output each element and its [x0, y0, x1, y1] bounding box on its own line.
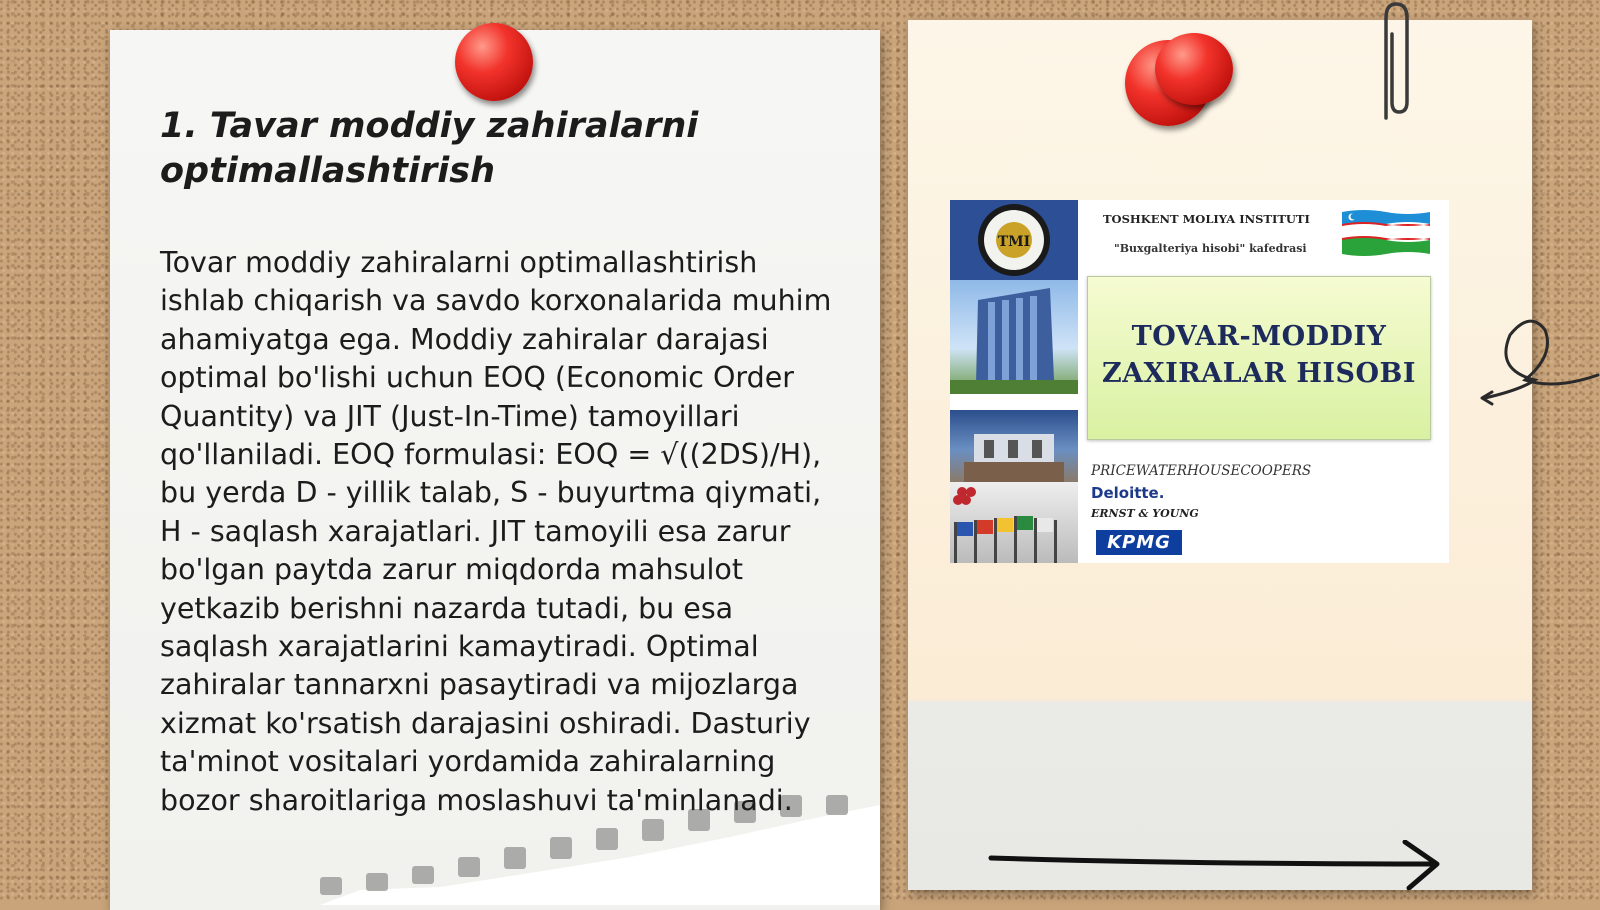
cover-title-line1: TOVAR-MODDIY [1131, 321, 1387, 352]
red-pushpin-right-highlight [1155, 33, 1233, 105]
cover-title-line2: ZAXIRALAR HISOBI [1101, 358, 1416, 389]
department-name: "Buxgalteriya hisobi" kafedrasi [1114, 242, 1307, 255]
firm-logo-pwc: PRICEWATERHOUSECOOPERS [1091, 463, 1312, 479]
institution-name: TOSHKENT MOLIYA INSTITUTI [1103, 212, 1310, 226]
curly-arrow-doodle [1480, 310, 1600, 410]
firm-logo-deloitte: Deloitte. [1091, 484, 1165, 502]
red-pushpin-left [455, 23, 533, 101]
firm-logo-kpmg: KPMG [1096, 530, 1182, 555]
hall-photo [950, 410, 1078, 482]
seal-text: TMI [997, 234, 1031, 250]
book-cover-image [950, 200, 1449, 563]
cover-title-box [1087, 276, 1431, 440]
conference-photo [950, 482, 1078, 563]
firm-logo-ernst-young: ERNST & YOUNG [1091, 507, 1199, 520]
paper-clip-icon [1374, 0, 1414, 125]
body-paragraph: Tovar moddiy zahiralarni optimallashtirish ishlab chiqarish va savdo korxonalarida muhim ahamiyatga ega. Moddiy zahiralar darajasi optimal bo'lishi uchun EOQ (Economic Order Quantity) va JIT (Just-In-Time) tamoyillari qo'llaniladi. EOQ formulasi: EOQ = √((2DS)/H), bu yerda D - yillik talab, S - buyurtma qiymati, H - saqlash xarajatlari. JIT tamoyili esa zarur bo'lgan paytda zarur miqdorda mahsulot yetkazib berishni nazarda tutadi, bu esa saqlash xarajatlarini kamaytiradi. Optimal zahiralar tannarxni pasaytiradi va mijozlarga xizmat ko'rsatish darajasini oshiradi. Dasturiy ta'minot vositalari yordamida zahiralarning bozor sharoitlariga moslashuvi ta'minlanadi. [160, 246, 832, 817]
arrow-right-icon [985, 840, 1445, 890]
photo-strip [950, 200, 1078, 563]
section-title: 1. Tavar moddiy zahiralarni optimallashtirish [160, 106, 699, 191]
uzbekistan-flag-icon [1342, 208, 1430, 256]
institute-seal [950, 200, 1078, 280]
building-photo [950, 280, 1078, 394]
